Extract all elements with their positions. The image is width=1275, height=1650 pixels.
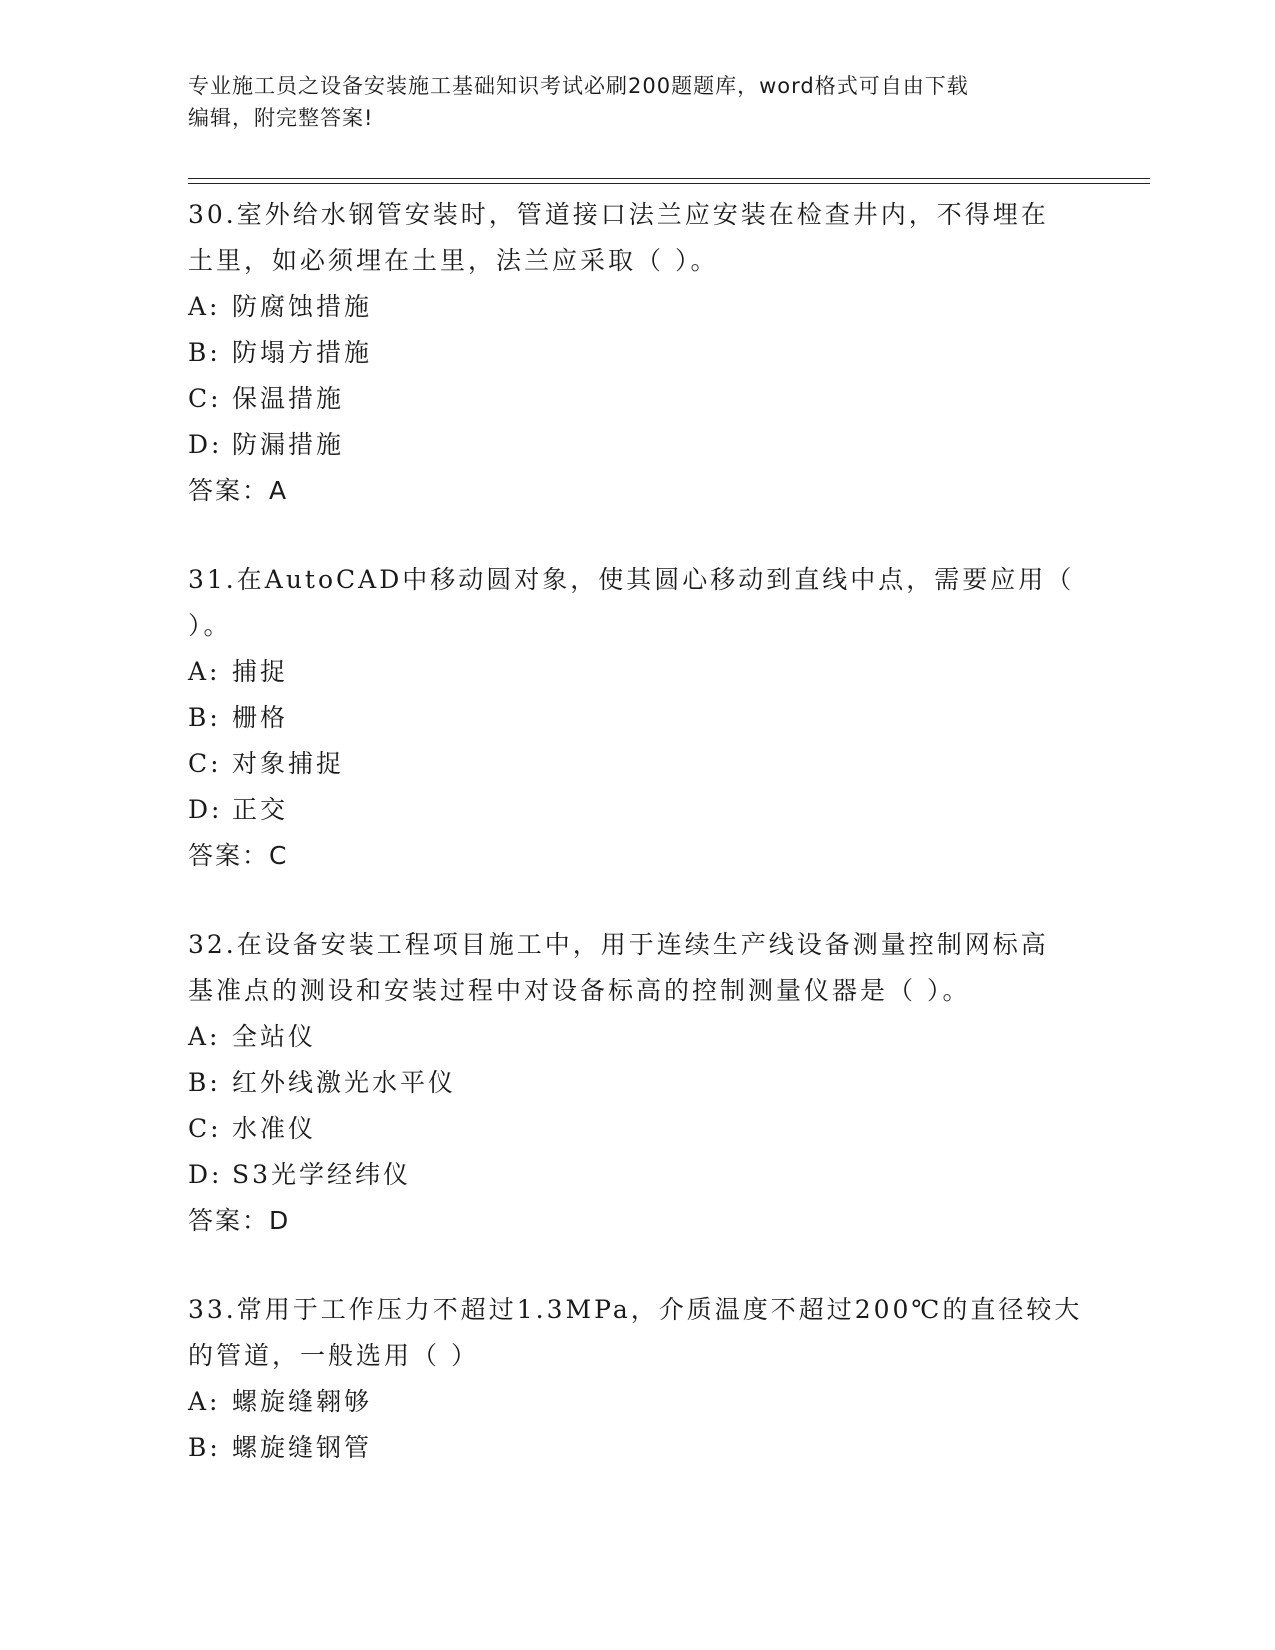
option-text: 全站仪 [232, 1022, 317, 1051]
question-list [188, 192, 1088, 1514]
option-key: B: [188, 338, 221, 367]
option-text: 水准仪 [232, 1114, 317, 1143]
option-c [188, 741, 1088, 787]
option-key: B: [188, 1433, 221, 1462]
document-header [188, 70, 1068, 134]
option-key: A: [188, 1387, 221, 1416]
option-key: D: [188, 430, 223, 459]
question-stem-line: 31.在AutoCAD中移动圆对象，使其圆心移动到直线中点，需要应用（ [188, 565, 1075, 594]
option-d [188, 1152, 1088, 1198]
option-a [188, 284, 1088, 330]
option-b [188, 330, 1088, 376]
option-text: 正交 [232, 795, 289, 824]
option-text: 红外线激光水平仪 [232, 1068, 457, 1097]
answer-line: 答案：A [188, 476, 289, 505]
option-key: D: [188, 795, 223, 824]
option-text: 对象捕捉 [232, 749, 345, 778]
option-text: 螺旋缝翱够 [232, 1387, 373, 1416]
option-text: 捕捉 [232, 657, 289, 686]
option-key: A: [188, 1022, 221, 1051]
option-d [188, 787, 1088, 833]
option-a [188, 649, 1088, 695]
question-stem-line: ）。 [188, 611, 232, 640]
question-30 [188, 192, 1088, 514]
answer-line: 答案：C [188, 841, 289, 870]
option-b [188, 1060, 1088, 1106]
option-key: A: [188, 292, 221, 321]
question-33 [188, 1287, 1088, 1471]
option-b [188, 695, 1088, 741]
option-key: D: [188, 1160, 223, 1189]
option-a [188, 1379, 1088, 1425]
header-line-2: 编辑，附完整答案! [188, 106, 374, 130]
question-stem-line: 基准点的测设和安装过程中对设备标高的控制测量仪器是（ ）。 [188, 976, 971, 1005]
option-text: 栅格 [232, 703, 289, 732]
question-stem-line: 土里，如必须埋在土里，法兰应采取（ ）。 [188, 246, 719, 275]
header-divider [188, 178, 1150, 184]
option-text: 螺旋缝钢管 [232, 1433, 373, 1462]
answer-line: 答案：D [188, 1206, 291, 1235]
question-32 [188, 922, 1088, 1244]
header-line-1: 专业施工员之设备安装施工基础知识考试必刷200题题库，word格式可自由下载 [188, 74, 969, 98]
question-stem-line: 32.在设备安装工程项目施工中，用于连续生产线设备测量控制网标高 [188, 930, 1049, 959]
option-a [188, 1014, 1088, 1060]
question-stem-line: 的管道，一般选用（ ） [188, 1341, 479, 1370]
option-c [188, 376, 1088, 422]
option-key: C: [188, 384, 222, 413]
option-text: 防腐蚀措施 [232, 292, 373, 321]
option-text: 保温措施 [232, 384, 345, 413]
question-stem-line: 33.常用于工作压力不超过1.3MPa，介质温度不超过200℃的直径较大 [188, 1295, 1083, 1324]
option-text: 防漏措施 [232, 430, 345, 459]
option-key: B: [188, 703, 221, 732]
option-key: A: [188, 657, 221, 686]
option-b [188, 1425, 1088, 1471]
option-key: C: [188, 1114, 222, 1143]
question-31 [188, 557, 1088, 879]
option-text: S3光学经纬仪 [232, 1160, 412, 1189]
option-text: 防塌方措施 [232, 338, 373, 367]
question-stem-line: 30.室外给水钢管安装时，管道接口法兰应安装在检查井内，不得埋在 [188, 200, 1049, 229]
option-d [188, 422, 1088, 468]
option-key: B: [188, 1068, 221, 1097]
option-c [188, 1106, 1088, 1152]
option-key: C: [188, 749, 222, 778]
